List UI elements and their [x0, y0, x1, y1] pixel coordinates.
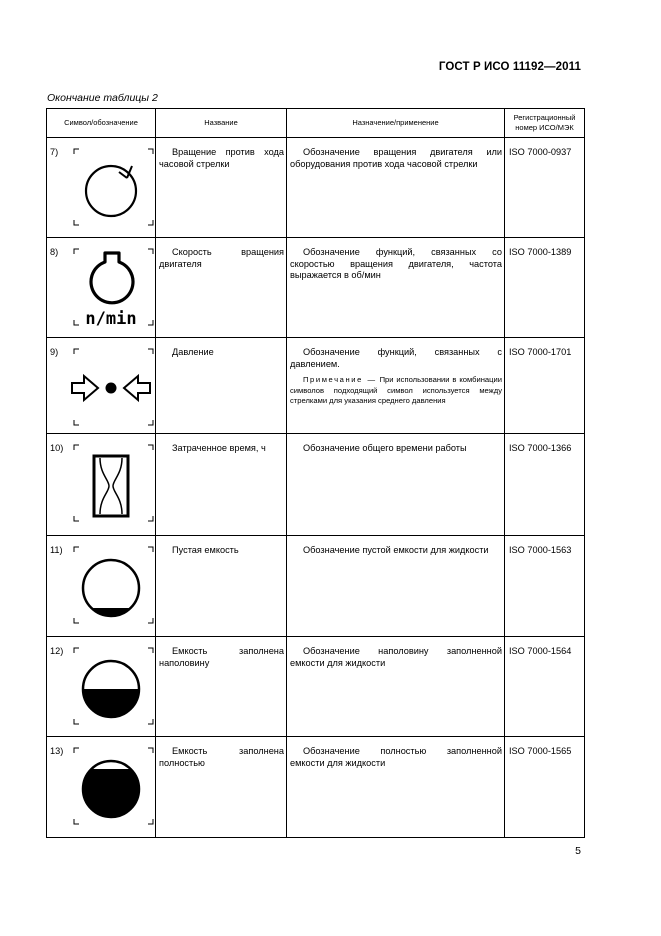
- symbol-purpose: Обозначение функций, связанных с давлением.: [290, 347, 502, 369]
- symbol-purpose: Обозначение полностью заполненной емкости для жидкости: [290, 746, 502, 768]
- symbol-name: Вращение против хода часовой стрелки: [159, 147, 284, 169]
- table-row: [47, 536, 585, 637]
- symbol-name: Пустая емкость: [172, 545, 239, 555]
- symbol-purpose: Обозначение пустой емкости для жидкости: [303, 545, 489, 555]
- registration-number: ISO 7000-1389: [509, 247, 572, 257]
- name-cell: [156, 434, 287, 536]
- column-header-purpose: Назначение/применение: [287, 109, 505, 138]
- column-header-registration: Регистрационный номер ИСО/МЭК: [505, 109, 585, 138]
- row-number: 9): [50, 347, 59, 357]
- table-row: [47, 637, 585, 737]
- row-number: 11): [50, 545, 63, 555]
- page-number: 5: [575, 845, 581, 857]
- table-header-row: [47, 109, 585, 138]
- pressure-icon: [68, 348, 154, 426]
- registration-cell: [505, 737, 585, 838]
- symbol-cell: [47, 138, 156, 238]
- symbol-purpose: Обозначение общего времени работы: [303, 443, 467, 453]
- engine-speed-icon: [68, 248, 154, 326]
- registration-number: ISO 7000-0937: [509, 147, 572, 157]
- purpose-block: [287, 338, 504, 407]
- table-row: [47, 338, 585, 434]
- half-full-container-icon: [68, 647, 154, 725]
- symbol-name: Емкость заполнена полностью: [159, 746, 284, 768]
- purpose-cell: [287, 434, 505, 536]
- registration-number: ISO 7000-1701: [509, 347, 572, 357]
- table-caption: Окончание таблицы 2: [47, 92, 158, 104]
- purpose-cell: [287, 637, 505, 737]
- symbol-cell: [47, 238, 156, 338]
- symbol-purpose: Обозначение вращения двигателя или оборудования против хода часовой стрелки: [290, 147, 502, 169]
- name-cell: [156, 138, 287, 238]
- symbol-cell: [47, 737, 156, 838]
- anticlockwise-rotation-icon: [68, 148, 154, 226]
- registration-cell: [505, 138, 585, 238]
- registration-number: ISO 7000-1564: [509, 646, 572, 656]
- registration-number: ISO 7000-1565: [509, 746, 572, 756]
- note-label: Примечание —: [303, 375, 377, 384]
- symbol-name: Скорость вращения двигателя: [159, 247, 284, 269]
- name-cell: [156, 338, 287, 434]
- symbol-name: Давление: [172, 347, 214, 357]
- name-cell: [156, 238, 287, 338]
- symbol-cell: [47, 434, 156, 536]
- table-row: [47, 238, 585, 338]
- registration-number: ISO 7000-1563: [509, 545, 572, 555]
- purpose-cell: [287, 737, 505, 838]
- name-cell: [156, 737, 287, 838]
- registration-cell: [505, 637, 585, 737]
- row-number: 8): [50, 247, 59, 257]
- row-number: 10): [50, 443, 64, 453]
- symbol-purpose: Обозначение функций, связанных со скоростью вращения двигателя, частота выражается в об/мин: [290, 247, 502, 280]
- full-container-icon: [68, 747, 154, 825]
- row-number: 13): [50, 746, 64, 756]
- engine-speed-symbol-text: n/min: [85, 309, 137, 326]
- registration-number: ISO 7000-1366: [509, 443, 572, 453]
- symbol-cell: [47, 637, 156, 737]
- symbol-cell: [47, 536, 156, 637]
- empty-container-icon: [68, 546, 154, 624]
- registration-cell: [505, 338, 585, 434]
- name-cell: [156, 637, 287, 737]
- table-row: [47, 737, 585, 838]
- symbol-purpose: Обозначение наполовину заполненной емкости для жидкости: [290, 646, 502, 668]
- symbol-cell: [47, 338, 156, 434]
- purpose-note: [290, 375, 502, 407]
- registration-cell: [505, 536, 585, 637]
- name-cell: [156, 536, 287, 637]
- column-header-symbol: Символ/обозначение: [47, 109, 156, 138]
- table-row: [47, 138, 585, 238]
- column-header-name: Название: [156, 109, 287, 138]
- table-row: [47, 434, 585, 536]
- registration-cell: [505, 434, 585, 536]
- purpose-cell: [287, 138, 505, 238]
- note-text: При использовании в комбинации символов подходящий символ используется между стрелками для указания среднего давления: [290, 375, 502, 405]
- document-header: ГОСТ Р ИСО 11192—2011: [438, 61, 581, 73]
- hourglass-icon: [68, 444, 154, 522]
- symbols-table: [46, 108, 585, 838]
- purpose-cell: [287, 338, 505, 434]
- purpose-cell: [287, 536, 505, 637]
- row-number: 12): [50, 646, 64, 656]
- registration-cell: [505, 238, 585, 338]
- symbol-name: Емкость заполнена наполовину: [159, 646, 284, 668]
- purpose-cell: [287, 238, 505, 338]
- row-number: 7): [50, 147, 59, 157]
- symbol-name: Затраченное время, ч: [172, 443, 266, 453]
